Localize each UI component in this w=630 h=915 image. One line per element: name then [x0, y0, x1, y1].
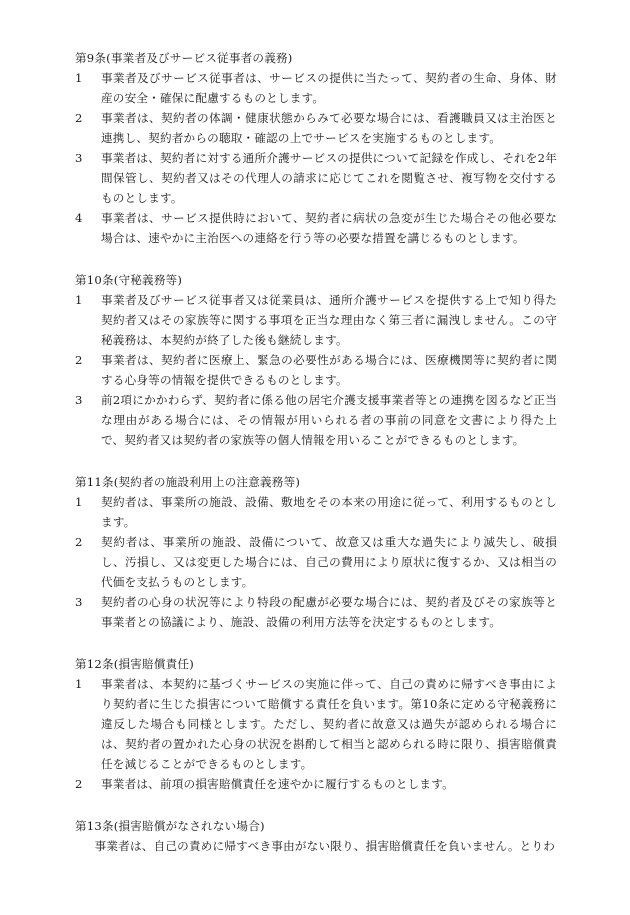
paragraph-number: 1 — [75, 293, 83, 307]
article-9 — [75, 48, 557, 248]
article-title: 第12条(損害賠償責任) — [75, 657, 194, 671]
paragraph-text: 契約者は、事業所の施設、設備について、故意又は重大な過失により滅失し、破損し、汚損し、又は変更した場合には、自己の費用により原状に復するか、又は相当の代価を支払うものとします。 — [101, 535, 557, 589]
paragraph-number: 2 — [75, 353, 83, 367]
paragraph — [75, 674, 557, 774]
paragraph-number: 2 — [75, 777, 83, 791]
paragraph — [75, 592, 557, 632]
paragraph — [75, 68, 557, 108]
paragraph-text: 事業者は、契約者の体調・健康状態からみて必要な場合には、看護職員又は主治医と連携し、契約者からの聴取・確認の上でサービスを実施するものとします。 — [101, 111, 557, 145]
paragraph-number: 1 — [75, 71, 83, 85]
paragraph — [75, 390, 557, 450]
article-title: 第11条(契約者の施設利用上の注意義務等) — [75, 475, 301, 489]
paragraph-number: 4 — [75, 211, 83, 225]
paragraph — [75, 290, 557, 350]
article-title: 第10条(守秘義務等) — [75, 273, 183, 287]
paragraph — [75, 108, 557, 148]
paragraph-number: 1 — [75, 495, 83, 509]
paragraph-text: 事業者は、前項の損害賠償責任を速やかに履行するものとします。 — [101, 777, 454, 791]
paragraph-text: 前2項にかかわらず、契約者に係る他の居宅介護支援事業者等との連携を図るなど正当な理由がある場合には、その情報が用いられる者の事前の同意を文書により得た上で、契約者又は契約者の家族等の個人情報を用いることができるものとします。 — [101, 393, 557, 447]
paragraph — [75, 208, 557, 248]
paragraph-text: 事業者は、自己の責めに帰すべき事由がない限り、損害賠償責任を負いません。とりわ — [94, 839, 556, 853]
paragraph — [75, 148, 557, 208]
paragraph — [75, 532, 557, 592]
paragraph-text: 契約者の心身の状況等により特段の配慮が必要な場合には、契約者及びその家族等と事業者との協議により、施設、設備の利用方法等を決定するものとします。 — [101, 595, 557, 629]
article-10 — [75, 270, 557, 450]
paragraph — [75, 350, 557, 390]
paragraph-text: 契約者は、事業所の施設、設備、敷地をその本来の用途に従って、利用するものとします。 — [101, 495, 557, 529]
paragraph-text: 事業者は、本契約に基づくサービスの実施に伴って、自己の責めに帰すべき事由により契約者に生じた損害について賠償する責任を負います。第10条に定める守秘義務に違反した場合も同様とします。ただし、契約者に故意又は過失が認められる場合には、契約者の置かれた心身の状況を斟酌して相当と認められる時に限り、損害賠償責任を減じることができるものとします。 — [101, 677, 557, 771]
article-13 — [75, 816, 557, 856]
paragraph-number: 3 — [75, 595, 83, 609]
paragraph-text: 事業者は、契約者に対する通所介護サービスの提供について記録を作成し、それを2年間保管し、契約者又はその代理人の請求に応じてこれを閲覧させ、複写物を交付するものとします。 — [101, 151, 557, 205]
paragraph-number: 1 — [75, 677, 83, 691]
article-12 — [75, 654, 557, 794]
article-title: 第13条(損害賠償がなされない場合) — [75, 819, 265, 833]
paragraph-text: 事業者及びサービス従事者は、サービスの提供に当たって、契約者の生命、身体、財産の安全・確保に配慮するものとします。 — [101, 71, 557, 105]
paragraph — [75, 492, 557, 532]
paragraph-text: 事業者及びサービス従事者又は従業員は、通所介護サービスを提供する上で知り得た契約者又はその家族等に関する事項を正当な理由なく第三者に漏洩しません。この守秘義務は、本契約が終了した後も継続します。 — [101, 293, 557, 347]
paragraph-number: 2 — [75, 111, 83, 125]
article-title: 第9条(事業者及びサービス従事者の義務) — [75, 51, 293, 65]
document-page — [75, 48, 557, 878]
paragraph-text: 事業者は、サービス提供時において、契約者に病状の急変が生じた場合その他必要な場合は、速やかに主治医への連絡を行う等の必要な措置を講じるものとします。 — [101, 211, 557, 245]
paragraph-text: 事業者は、契約者に医療上、緊急の必要性がある場合には、医療機関等に契約者に関する心身等の情報を提供できるものとします。 — [101, 353, 557, 387]
paragraph-number: 2 — [75, 535, 83, 549]
article-11 — [75, 472, 557, 632]
paragraph-number: 3 — [75, 151, 83, 165]
paragraph-number: 3 — [75, 393, 83, 407]
paragraph — [75, 774, 557, 794]
